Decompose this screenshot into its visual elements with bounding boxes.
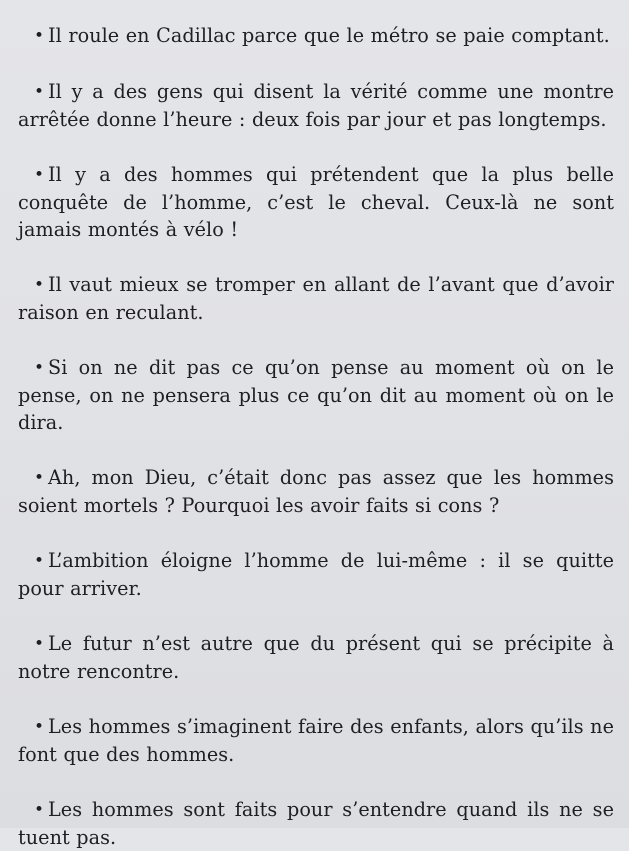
quote-item [18,547,614,602]
quote-item [18,22,614,50]
quote-text: Les hommes s’imaginent faire des enfants, alors qu’ils ne font que des hommes. [18,715,614,766]
quote-item [18,464,614,519]
bullet-icon: • [34,551,45,571]
quote-item [18,354,614,436]
quote-item [18,271,614,326]
quote-text: Il y a des gens qui disent la vérité comme une montre arrêtée donne l’heure : deux fois par jour et pas longtemps. [18,80,614,131]
quote-text: L’ambition éloigne l’homme de lui-même : il se quitte pour arriver. [18,549,614,600]
bullet-icon: • [34,468,45,488]
quote-text: Il y a des hommes qui prétendent que la plus belle conquête de l’homme, c’est le cheval. Ceux-là ne sont jamais montés à vélo ! [18,163,614,241]
bullet-icon: • [34,800,45,820]
bullet-icon: • [34,165,45,185]
bullet-icon: • [34,82,45,102]
quote-text: Il roule en Cadillac parce que le métro se paie comptant. [48,24,610,47]
quote-text: Ah, mon Dieu, c’était donc pas assez que les hommes soient mortels ? Pourquoi les avoir faits si cons ? [18,466,614,517]
bullet-icon: • [34,717,45,737]
quote-text: Le futur n’est autre que du présent qui se précipite à notre rencontre. [18,632,614,683]
quote-text: Si on ne dit pas ce qu’on pense au moment où on le pense, on ne pensera plus ce qu’on dit au moment où on le dira. [18,356,614,434]
quote-text: Les hommes sont faits pour s’entendre quand ils ne se tuent pas. [18,798,614,849]
quote-text: Il vaut mieux se tromper en allant de l’avant que d’avoir raison en reculant. [18,273,614,324]
quote-item [18,161,614,243]
bullet-icon: • [34,358,45,378]
quote-item [18,630,614,685]
quote-item [18,713,614,768]
bullet-icon: • [34,634,45,654]
quote-item [18,796,614,851]
bullet-icon: • [34,275,45,295]
bullet-icon: • [34,26,45,46]
quote-item [18,78,614,133]
